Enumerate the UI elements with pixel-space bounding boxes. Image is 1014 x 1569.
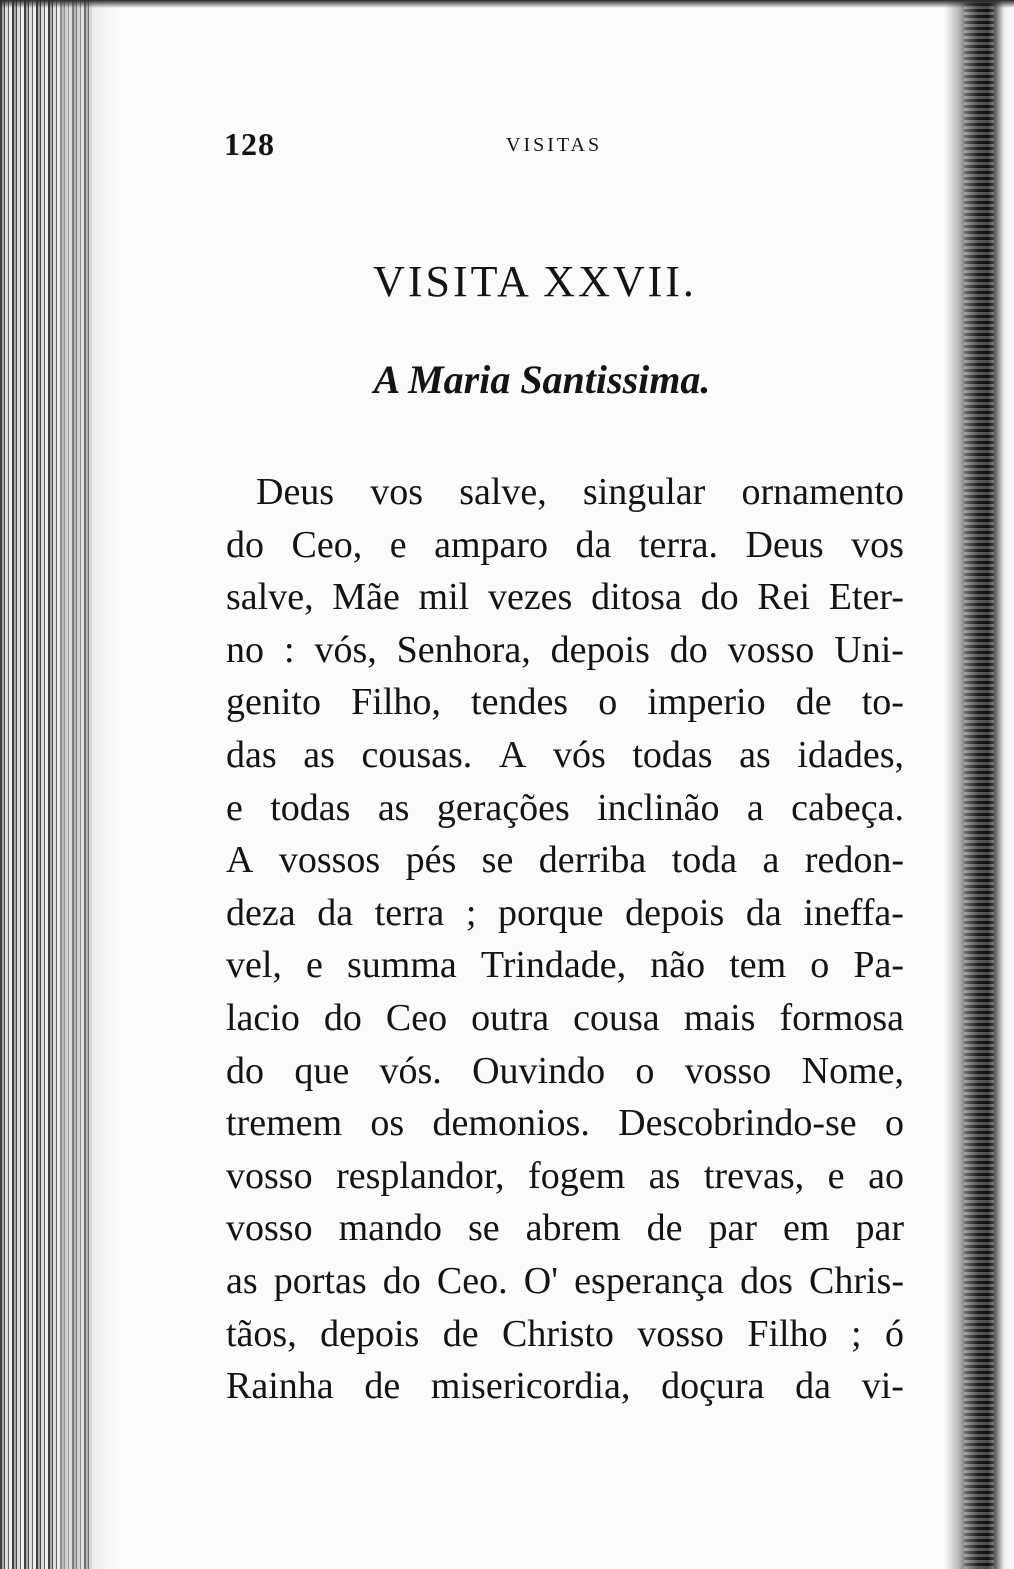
page-edge-grain [964, 0, 994, 1569]
text-line: tremem os demonios. Descobrindo-se o [226, 1102, 904, 1145]
running-head [224, 126, 824, 166]
text-line: vosso resplandor, fogem as trevas, e ao [226, 1154, 904, 1197]
text-line: tãos, depois de Christo vosso Filho ; ó [226, 1312, 904, 1355]
running-title: VISITAS [506, 134, 603, 156]
text-line: A vossos pés se derriba toda a redon- [226, 839, 904, 882]
text-line: Rainha de misericordia, doçura da vi- [226, 1365, 904, 1408]
text-line: do Ceo, e amparo da terra. Deus vos [226, 523, 904, 566]
body-text [226, 466, 904, 1413]
text-line: as portas do Ceo. O' esperança dos Chris- [226, 1259, 904, 1302]
text-line: do que vós. Ouvindo o vosso Nome, [226, 1049, 904, 1092]
visit-subtitle: A Maria Santissima. [373, 357, 711, 402]
text-line: lacio do Ceo outra cousa mais formosa [226, 996, 904, 1039]
text-line: no : vós, Senhora, depois do vosso Uni- [226, 628, 904, 671]
top-edge-shadow [0, 0, 1014, 8]
page-number: 128 [224, 126, 275, 162]
text-line: das as cousas. A vós todas as idades, [226, 733, 904, 776]
text-line: genito Filho, tendes o imperio de to- [226, 681, 904, 724]
text-line: vel, e summa Trindade, não tem o Pa- [226, 944, 904, 987]
text-line: deza da terra ; porque depois da ineffa- [226, 891, 904, 934]
gutter-shadow [60, 0, 120, 1569]
text-line: salve, Mãe mil vezes ditosa do Rei Eter- [226, 576, 904, 619]
text-line: Deus vos salve, singular ornamento [256, 471, 904, 513]
text-line: vosso mando se abrem de par em par [226, 1207, 904, 1250]
visit-title: VISITA XXVII. [373, 257, 697, 306]
text-line: e todas as gerações inclinão a cabeça. [226, 786, 904, 829]
